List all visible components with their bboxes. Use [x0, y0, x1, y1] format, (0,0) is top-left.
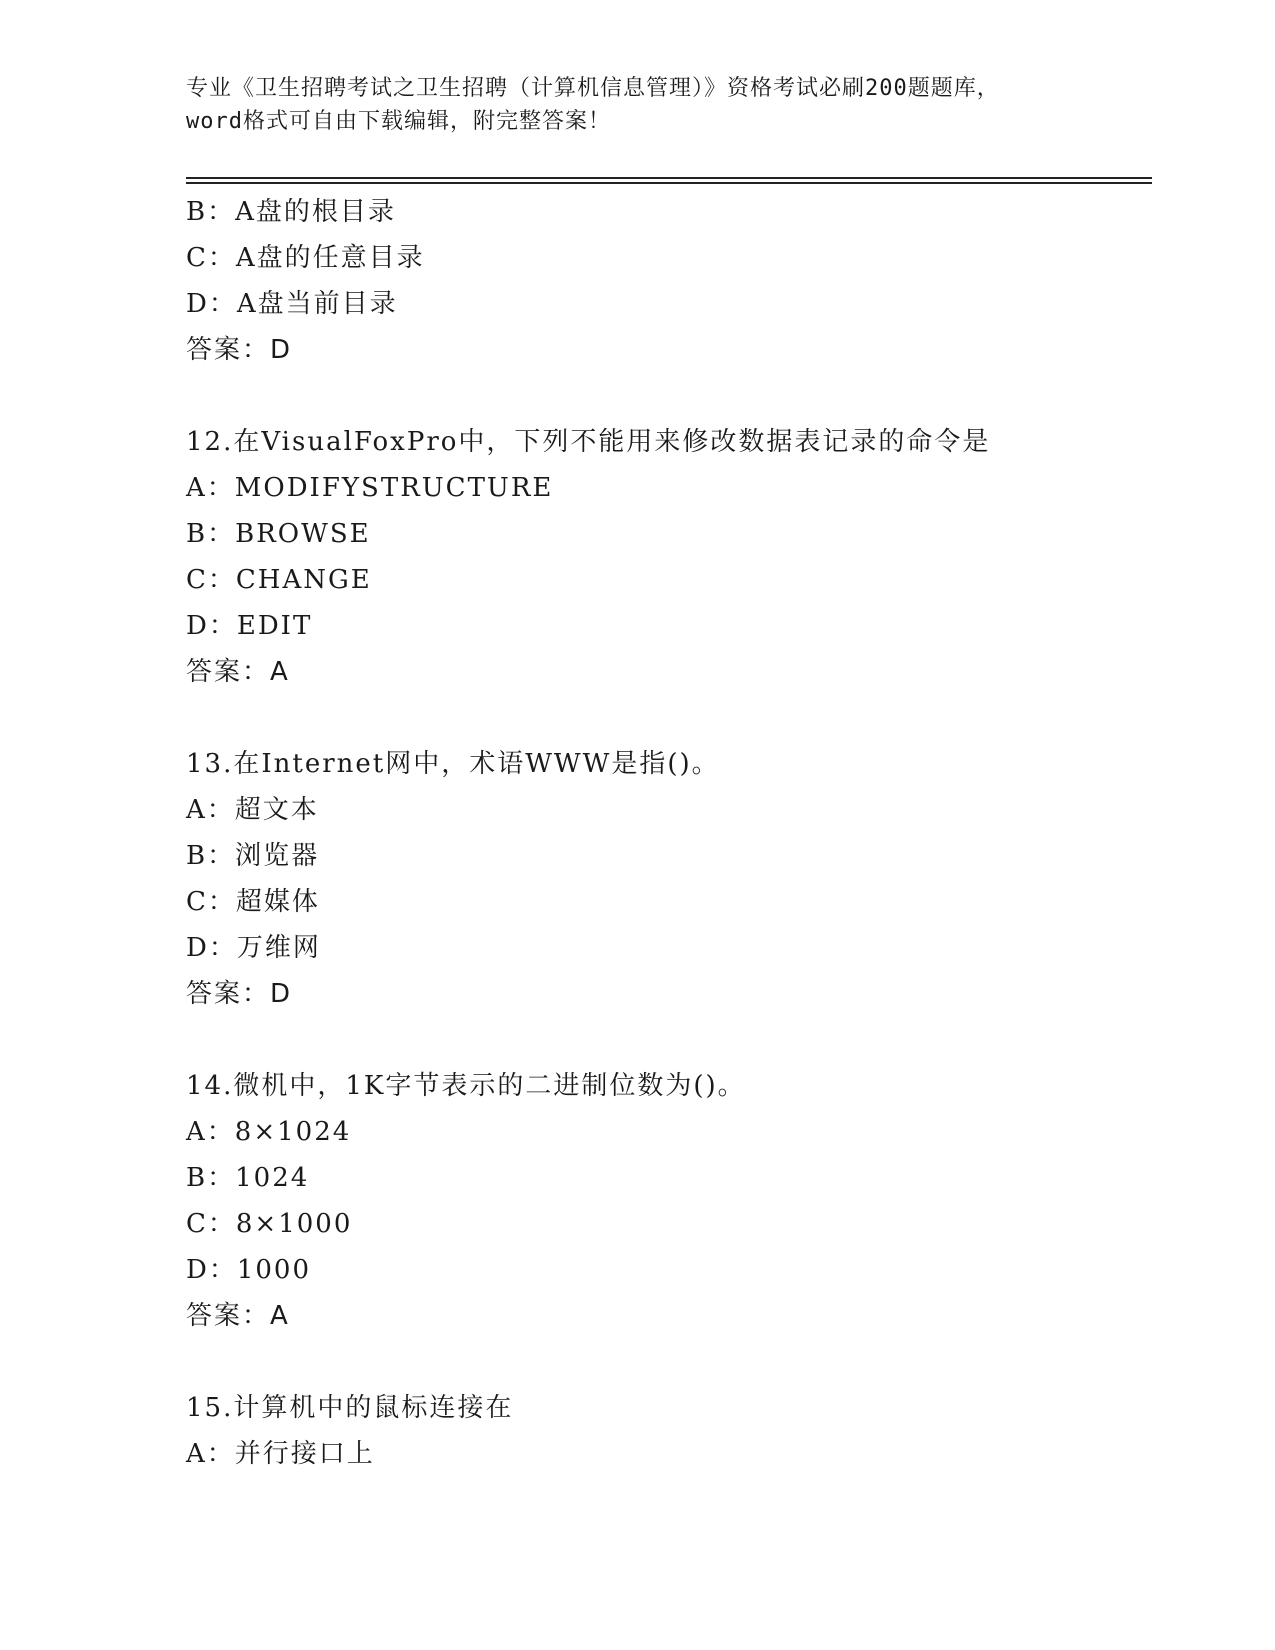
question-stem: 15.计算机中的鼠标连接在	[186, 1393, 514, 1423]
question-11-continued	[186, 189, 1152, 373]
option-d: D：1000	[186, 1255, 312, 1285]
option-c: C：CHANGE	[186, 565, 372, 595]
option-b: B：浏览器	[186, 841, 320, 871]
option-c: C：超媒体	[186, 887, 320, 917]
option-a: A：8×1024	[186, 1117, 352, 1147]
option-d: D：A盘当前目录	[186, 289, 398, 319]
option-b: B：BROWSE	[186, 519, 371, 549]
question-stem: 12.在VisualFoxPro中，下列不能用来修改数据表记录的命令是	[186, 427, 991, 457]
document-header	[186, 72, 1106, 138]
option-c: C：A盘的任意目录	[186, 243, 425, 273]
option-d: D：EDIT	[186, 611, 313, 641]
header-divider-bottom	[186, 182, 1152, 184]
answer: 答案：D	[186, 979, 293, 1009]
option-c: C：8×1000	[186, 1209, 353, 1239]
option-a: A：MODIFYSTRUCTURE	[186, 473, 554, 503]
option-a: A：并行接口上	[186, 1439, 375, 1469]
answer: 答案：A	[186, 1301, 290, 1331]
answer: 答案：A	[186, 657, 290, 687]
question-stem: 13.在Internet网中，术语WWW是指()。	[186, 749, 720, 779]
question-15	[186, 1385, 1152, 1477]
question-14	[186, 1063, 1152, 1339]
option-a: A：超文本	[186, 795, 319, 825]
question-12	[186, 419, 1152, 695]
header-line-1: 专业《卫生招聘考试之卫生招聘（计算机信息管理）》资格考试必刷200题题库，	[186, 76, 1000, 101]
option-b: B：A盘的根目录	[186, 197, 396, 227]
document-body	[186, 189, 1152, 1477]
question-13	[186, 741, 1152, 1017]
option-b: B：1024	[186, 1163, 310, 1193]
header-divider-top	[186, 177, 1152, 179]
answer: 答案：D	[186, 335, 293, 365]
option-d: D：万维网	[186, 933, 321, 963]
question-stem: 14.微机中，1K字节表示的二进制位数为()。	[186, 1071, 746, 1101]
header-line-2: word格式可自由下载编辑，附完整答案！	[186, 109, 611, 134]
